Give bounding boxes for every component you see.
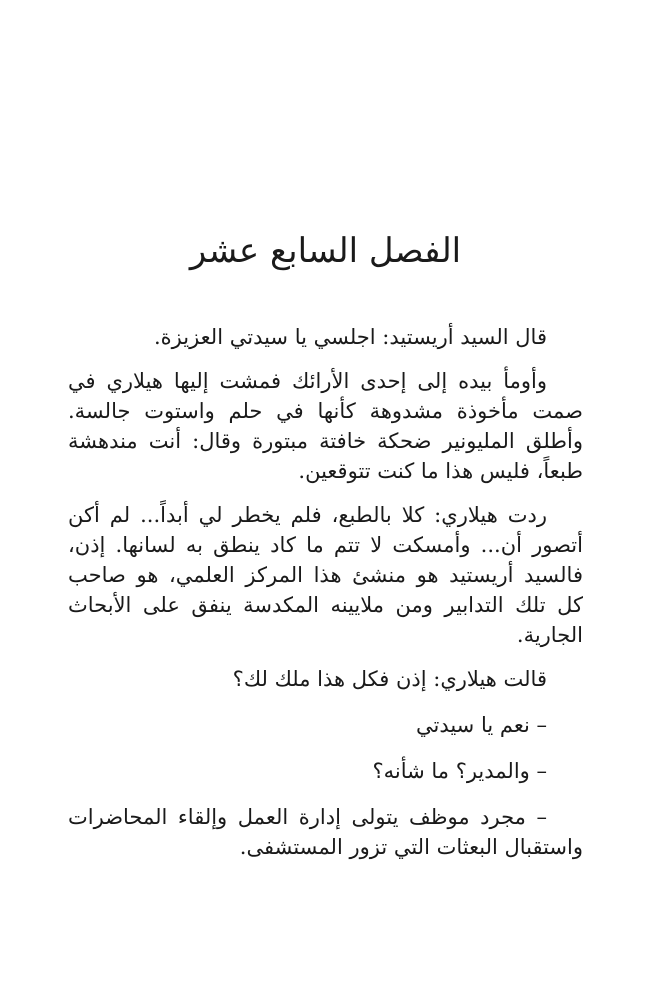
paragraph: وأومأ بيده إلى إحدى الأرائك فمشت إليها هيلاري في صمت مأخوذة مشدوهة كأنها في حلم واستوت جالسة. وأطلق المليونير ضحكة خافتة مبتورة وقال: أنت مندهشة طبعاً، فليس هذا ما كنت تتوقعين. bbox=[68, 369, 583, 483]
dialog-line: – نعم يا سيدتي bbox=[415, 713, 547, 737]
paragraph: ردت هيلاري: كلا بالطبع، فلم يخطر لي أبداً... لم أكن أتصور أن... وأمسكت لا تتم ما كاد ينطق به لسانها. إذن، فالسيد أريستيد هو منشئ هذا المركز العلمي، هو صاحب كل تلك التدابير ومن ملايينه المكدسة ينفق على الأبحاث الجارية. bbox=[68, 503, 583, 647]
dialog-line: – مجرد موظف يتولى إدارة العمل وإلقاء المحاضرات واستقبال البعثات التي تزور المستشفى. bbox=[68, 805, 583, 859]
paragraph: قال السيد أريستيد: اجلسي يا سيدتي العزيزة. bbox=[153, 325, 547, 349]
paragraph: قالت هيلاري: إذن فكل هذا ملك لك؟ bbox=[232, 667, 547, 691]
chapter-body bbox=[68, 322, 583, 876]
dialog-line: – والمدير؟ ما شأنه؟ bbox=[372, 759, 547, 783]
chapter-title: الفصل السابع عشر bbox=[189, 231, 462, 271]
